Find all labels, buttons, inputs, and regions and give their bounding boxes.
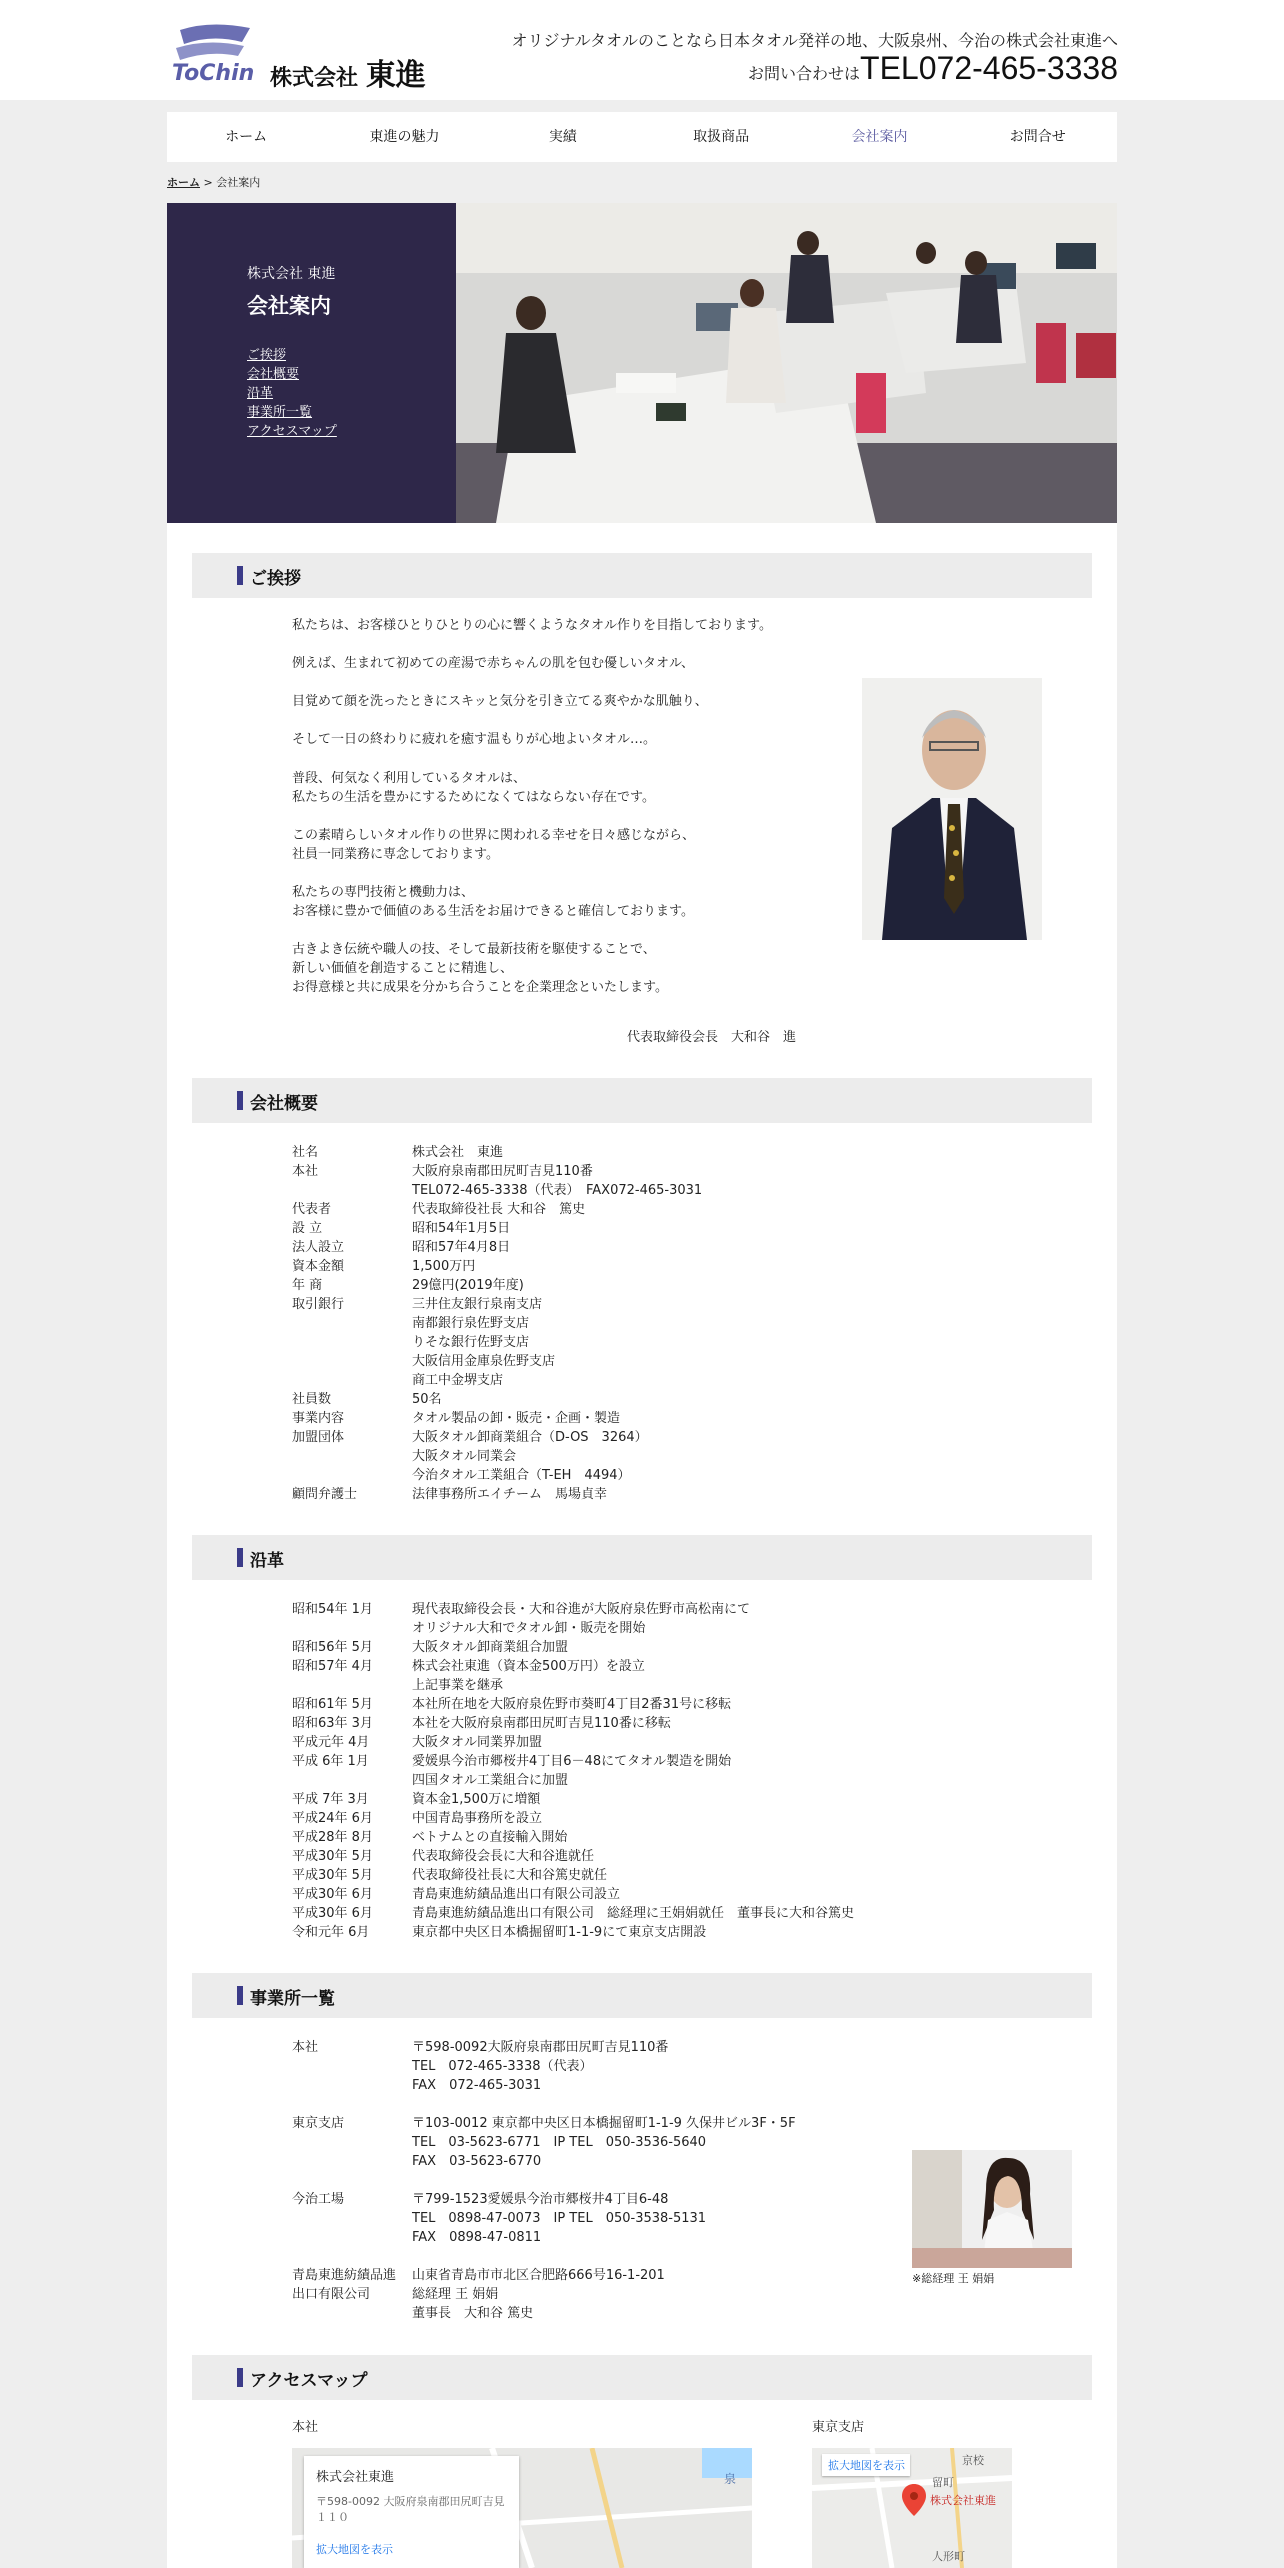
overview-value: 商工中金堺支店 [412, 1373, 504, 1388]
nav-products[interactable]: 取扱商品 [693, 129, 750, 145]
tel-label: お問い合わせは [748, 64, 861, 83]
main-content [167, 523, 1117, 2568]
office-detail: 〒799-1523愛媛県今治市郷桜井4丁目6-48 [412, 2192, 669, 2207]
overview-value: 昭和54年1月5日 [412, 1221, 511, 1236]
anchor-offices[interactable]: 事業所一覧 [247, 405, 313, 420]
overview-value: 南都銀行泉佐野支店 [412, 1316, 530, 1331]
greeting-paragraph-3: 目覚めて顔を洗ったときにスキッと気分を引き立てる爽やかな肌触り、 [292, 694, 708, 709]
history-date: 昭和61年 5月 [292, 1697, 373, 1712]
history-date: 昭和57年 4月 [292, 1659, 373, 1674]
overview-value: 法律事務所エイチーム 馬場貞幸 [412, 1487, 608, 1502]
office-detail: 董事長 大和谷 篤史 [412, 2306, 534, 2321]
history-event: 資本金1,500万に増額 [412, 1792, 541, 1807]
greeting-signature: 代表取締役会長 大和谷 進 [627, 1030, 797, 1045]
breadcrumb-home[interactable]: ホーム [167, 176, 200, 189]
history-event: 大阪タオル同業界加盟 [412, 1735, 543, 1750]
hq-map-card [304, 2456, 519, 2568]
office-photo [456, 203, 1117, 523]
history-date: 平成24年 6月 [292, 1811, 373, 1826]
history-event: ベトナムとの直接輸入開始 [412, 1830, 568, 1845]
anchor-access[interactable]: アクセスマップ [247, 424, 337, 439]
history-date: 平成30年 5月 [292, 1849, 373, 1864]
tel-number[interactable]: TEL072-465-3338 [860, 50, 1118, 86]
overview-label: 設 立 [292, 1221, 323, 1236]
manager-photo [912, 2150, 1072, 2268]
history-event: 愛媛県今治市郷桜井4丁目6－48にてタオル製造を開始 [412, 1754, 732, 1769]
history-heading: 沿革 [192, 1535, 1092, 1580]
history-date: 令和元年 6月 [292, 1925, 370, 1940]
overview-label: 資本金額 [292, 1259, 345, 1274]
overview-label: 加盟団体 [292, 1430, 345, 1445]
anchor-greeting[interactable]: ご挨拶 [247, 348, 287, 363]
overview-label: 事業内容 [292, 1411, 345, 1426]
history-event: 株式会社東進（資本金500万円）を設立 [412, 1659, 645, 1674]
office-detail: FAX 072-465-3031 [412, 2078, 542, 2093]
history-event: 本社所在地を大阪府泉佐野市葵町4丁目2番31号に移転 [412, 1697, 732, 1712]
tokyo-map-enlarge-link[interactable]: 拡大地図を表示 [828, 2459, 905, 2472]
hq-map[interactable] [292, 2448, 752, 2568]
svg-text:ToChin: ToChin [172, 61, 255, 86]
office-detail: 山東省青島市市北区合肥路666号16-1-201 [412, 2268, 665, 2283]
overview-value: 昭和57年4月8日 [412, 1240, 511, 1255]
anchor-history[interactable]: 沿革 [247, 386, 274, 401]
office-detail: 総経理 王 娟娟 [412, 2287, 499, 2302]
greeting-heading: ご挨拶 [192, 553, 1092, 598]
office-name: 本社 [292, 2040, 319, 2055]
overview-value: タオル製品の卸・販売・企画・製造 [412, 1411, 621, 1426]
tokyo-map[interactable] [812, 2448, 1012, 2568]
overview-value: 大阪タオル卸商業組合（D-OS 3264） [412, 1430, 648, 1445]
history-event: 中国青島事務所を設立 [412, 1811, 543, 1826]
history-event: オリジナル大和でタオル卸・販売を開始 [412, 1621, 646, 1636]
greeting-paragraph-8: 古きよき伝統や職人の技、そして最新技術を駆使することで、 新しい価値を創造することに精進し、 お得意様と共に成果を分かち合うことを企業理念といたします。 [292, 942, 668, 995]
hq-map-enlarge-link[interactable]: 拡大地図を表示 [316, 2543, 393, 2556]
overview-value: 50名 [412, 1392, 442, 1407]
overview-value: 大阪府泉南郡田尻町吉見110番 [412, 1164, 593, 1179]
office-detail: 〒598-0092大阪府泉南郡田尻町吉見110番 [412, 2040, 669, 2055]
overview-value: 大阪タオル同業会 [412, 1449, 517, 1464]
greeting-paragraph-2: 例えば、生まれて初めての産湯で赤ちゃんの肌を包む優しいタオル、 [292, 656, 694, 671]
history-event: 青島東進紡績品進出口有限公司設立 [412, 1887, 621, 1902]
site-header [0, 0, 1284, 100]
svg-text:株式会社東進: 株式会社東進 [930, 2494, 996, 2507]
history-event: 本社を大阪府泉南郡田尻町吉見110番に移転 [412, 1716, 671, 1731]
main-nav [167, 112, 1117, 162]
breadcrumb-current: 会社案内 [216, 176, 261, 189]
svg-text:泉: 泉 [724, 2472, 737, 2486]
overview-label: 法人設立 [292, 1240, 345, 1255]
breadcrumb [167, 174, 260, 190]
hero-company: 株式会社 東進 [247, 266, 336, 282]
logo-text: 株式会社 東進 [270, 58, 426, 93]
overview-label: 社名 [292, 1145, 319, 1160]
office-name: 今治工場 [292, 2192, 345, 2207]
overview-label: 年 商 [292, 1278, 323, 1293]
history-date: 平成30年 6月 [292, 1906, 373, 1921]
offices-heading: 事業所一覧 [192, 1973, 1092, 2018]
history-date: 平成 6年 1月 [292, 1754, 369, 1769]
history-date: 昭和56年 5月 [292, 1640, 373, 1655]
history-event: 代表取締役社長に大和谷篤史就任 [412, 1868, 608, 1883]
hq-map-card-address: 〒598-0092 大阪府泉南郡田尻町吉見 [316, 2495, 505, 2508]
history-date: 昭和54年 1月 [292, 1602, 373, 1617]
office-detail: FAX 03-5623-6770 [412, 2154, 542, 2169]
history-event: 青島東進紡績品進出口有限公司 総経理に王娟娟就任 董事長に大和谷篤史 [412, 1906, 855, 1921]
hq-map-card-address-2: １１０ [316, 2511, 349, 2524]
svg-text:人形町: 人形町 [932, 2550, 965, 2563]
overview-value: 大阪信用金庫泉佐野支店 [412, 1354, 556, 1369]
history-event: 大阪タオル卸商業組合加盟 [412, 1640, 569, 1655]
site-logo[interactable] [170, 22, 430, 93]
office-detail: TEL 0898-47-0073 IP TEL 050-3538-5131 [412, 2211, 707, 2226]
access-hq-label: 本社 [292, 2420, 319, 2435]
office-detail: 〒103-0012 東京都中央区日本橋掘留町1-1-9 久保井ビル3F・5F [412, 2116, 796, 2131]
overview-value: TEL072-465-3338（代表） FAX072-465-3031 [412, 1183, 703, 1198]
office-name: 東京支店 [292, 2116, 345, 2131]
hero-panel [167, 203, 456, 523]
history-date: 昭和63年 3月 [292, 1716, 373, 1731]
office-detail: FAX 0898-47-0811 [412, 2230, 542, 2245]
history-event: 上記事業を継承 [412, 1678, 504, 1693]
logo-mark-icon [170, 22, 264, 86]
overview-label: 社員数 [292, 1392, 332, 1407]
greeting-paragraph-1: 私たちは、お客様ひとりひとりの心に響くようなタオル作りを目指しております。 [292, 618, 772, 633]
history-date: 平成30年 5月 [292, 1868, 373, 1883]
greeting-paragraph-4: そして一日の終わりに疲れを癒す温もりが心地よいタオル…。 [292, 732, 657, 747]
overview-label: 代表者 [292, 1202, 332, 1217]
overview-label: 顧問弁護士 [292, 1487, 358, 1502]
nav-company[interactable]: 会社案内 [851, 129, 908, 145]
nav-appeal[interactable]: 東進の魅力 [369, 129, 440, 145]
greeting-paragraph-6: この素晴らしいタオル作りの世界に関われる幸せを日々感じながら、 社員一同業務に専念しております。 [292, 828, 696, 862]
overview-value: りそな銀行佐野支店 [412, 1335, 530, 1350]
overview-value: 株式会社 東進 [412, 1145, 504, 1160]
manager-photo-caption: ※総経理 王 娟娟 [912, 2272, 995, 2285]
greeting-paragraph-7: 私たちの専門技術と機動力は、 お客様に豊かで価値のある生活をお届けできると確信しております。 [292, 885, 694, 919]
hq-map-card-title: 株式会社東進 [316, 2470, 395, 2485]
access-tokyo-label: 東京支店 [812, 2420, 865, 2435]
office-name: 青島東進紡績品進 [292, 2268, 397, 2283]
svg-text:京校: 京校 [962, 2454, 984, 2467]
tokyo-map-card [822, 2454, 910, 2476]
overview-value: 1,500万円 [412, 1259, 476, 1274]
page-title: 会社案内 [247, 294, 331, 318]
overview-value: 今治タオル工業組合（T-EH 4494） [412, 1468, 631, 1483]
map-pin-icon [902, 2484, 926, 2516]
overview-value: 代表取締役社長 大和谷 篤史 [412, 1202, 586, 1217]
history-date: 平成28年 8月 [292, 1830, 373, 1845]
nav-contact[interactable]: お問合せ [1009, 129, 1066, 145]
history-event: 東京都中央区日本橋掘留町1-1-9にて東京支店開設 [412, 1925, 707, 1940]
overview-label: 本社 [292, 1164, 319, 1179]
breadcrumb-separator: > [203, 176, 213, 189]
history-event: 代表取締役会長に大和谷進就任 [412, 1849, 595, 1864]
header-tagline: オリジナルタオルのことなら日本タオル発祥の地、大阪泉州、今治の株式会社東進へ [511, 31, 1118, 50]
history-date: 平成30年 6月 [292, 1887, 373, 1902]
history-event: 四国タオル工業組合に加盟 [412, 1773, 569, 1788]
header-tel[interactable] [748, 50, 1118, 87]
overview-heading: 会社概要 [192, 1078, 1092, 1123]
svg-text:留町: 留町 [932, 2476, 954, 2489]
office-name: 出口有限公司 [292, 2287, 371, 2302]
history-event: 現代表取締役会長・大和谷進が大阪府泉佐野市高松南にて [412, 1602, 751, 1617]
history-date: 平成元年 4月 [292, 1735, 370, 1750]
nav-works[interactable]: 実績 [548, 129, 577, 145]
hero-banner [167, 203, 1117, 523]
greeting-paragraph-5: 普段、何気なく利用しているタオルは、 私たちの生活を豊かにするためになくてはならない存在です。 [292, 771, 655, 805]
office-detail: TEL 03-5623-6771 IP TEL 050-3536-5640 [412, 2135, 707, 2150]
chairman-portrait [862, 678, 1042, 940]
access-heading: アクセスマップ [192, 2355, 1092, 2400]
history-date: 平成 7年 3月 [292, 1792, 369, 1807]
anchor-overview[interactable]: 会社概要 [247, 367, 300, 382]
overview-value: 三井住友銀行泉南支店 [412, 1297, 543, 1312]
overview-label: 取引銀行 [292, 1297, 345, 1312]
office-detail: TEL 072-465-3338（代表） [412, 2059, 593, 2074]
overview-value: 29億円(2019年度) [412, 1278, 524, 1293]
nav-home[interactable]: ホーム [225, 129, 268, 145]
hero-anchor-links [247, 346, 337, 441]
